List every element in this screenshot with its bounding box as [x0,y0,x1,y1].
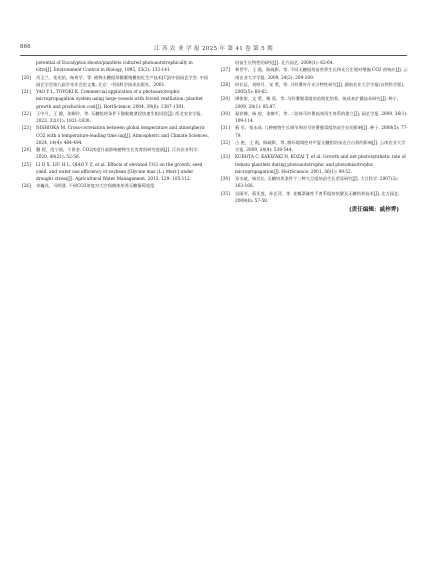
reference-number: [32] [221,140,230,146]
reference-text: 何长征，刘明月，宋 勇，等. 马铃薯叶片光合特性研究[J]. 湖南农业大学学报(自然科学版), 2005(5): 60-62. [235,82,405,95]
reference-number: [26] [22,184,31,190]
reference-number: [30] [221,111,230,117]
reference-item [221,191,409,206]
reference-item [22,125,210,147]
reference-item [22,111,210,126]
reference-text: 吴丽芳，蒋亚莲，孙艺萍，等. 花椰菜雄性不育系组培快繁及无糖培养技术[J]. 北方园艺, 2009(6): 57-58. [235,191,400,204]
reference-item [221,154,409,176]
reference-continuation: 培苗生长特性的研究[J]. 北方园艺, 2009(1): 62-64. [235,61,334,66]
reference-item [221,140,409,155]
reference-item [221,111,409,126]
reference-text: 燕 军，张永成. 几种植物生长调节剂对马铃薯脱毒组培苗生长的影响[J]. 种子, 2008(5): 77-79. [235,126,408,139]
reference-number: [31] [221,126,230,132]
reference-text: YAO Y L, TOYOKI K. Commercial application of a photoautotrophic micropropagation system using large vessels with forced ventilation: plantlet growth and production cost[J]. HortScience, 2004, 39(6): 1387-1391. [36,90,203,110]
reference-text: 王中月，王 健，张婀玲，等. 无糖组培条件下猕猴桃茎段快速生根试验[J]. 西北农业学报, 2023, 32(11): 1821-1830. [36,111,203,124]
reference-number: [21] [22,90,31,95]
page-number: 866 [20,44,31,50]
reference-item [22,147,210,162]
reference-text: 宋巍苏，马明建. 不同CO2浓度对大空间菌体培养无糖葡萄花组 [36,184,155,190]
reference-number: [24] [22,148,31,153]
reference-item [221,125,409,140]
reference-text: 肖玉兰，张光怡，杨育学，等. 植物无糖组培微繁殖模拟化生产技术[C]//中国园艺学会. 中国园艺学会第九届学术年会论文集. 北京：中国科学技术出版社，2001. [36,75,209,88]
reference-number: [27] [221,68,230,74]
reference-number: [28] [221,82,230,88]
reference-item [22,183,210,190]
reference-text: 和世平，王 霞，陈疏影，等. 不同无糖组培苗营养生长和光合生理对增施 CO2 的响应[J]. 云南农业大学学报, 2009, 24(2): 204-209. [235,68,408,81]
reference-text: KUBOTA C, KAKIZAKI N, KOZAI T, et al. Growth and net photosynthetic rate of tomato plantlets during photoautotrophic and photomixotrophic micropropagation[J]. HortScience, 2001, 36(1): 49-52. [235,155,406,175]
reference-item [22,89,210,111]
reference-number: [22] [22,111,31,117]
reference-text: 占 艳，王 霞，陈疏影，等. 微环境调控对平夏无糖组培苗光合自养的影响[J]. 云南农业大学学报, 2009, 24(4): 539-544. [235,140,406,153]
left-column [22,60,210,191]
reference-number: [23] [22,126,31,132]
reference-number: [33] [221,155,230,161]
reference-text: LI D X, LIU H L, QIAO Y Z, et al. Effects of elevated CO2 on the growth, seed yield, and water use efficiency of soybean [Glycine max (L.) Merr.] under drought stress[J]. Agricultural Water Management, 2013, 129: 105-112. [36,162,203,182]
reference-item [221,176,409,191]
reference-item [22,75,210,90]
reference-number: [34] [221,177,230,182]
reference-item [22,162,210,184]
reference-item [221,82,409,97]
right-column [221,60,409,214]
reference-continuation: potential of Eucalyptus shoots/plantlets cultured photoautotrophically in vitro[J]. Environment Control in Biology, 1995, 33(2): 133-141. [36,61,193,74]
responsible-editor: (责任编辑：戚梓霁) [349,207,399,213]
running-title: 江 苏 农 业 学 报 2025 年 第 41 卷 第 5 期 [154,46,273,52]
reference-number: [20] [22,75,31,81]
reference-text: 晁祥娜，杨 煜，金黎平，等. 二倍体马铃薯高效再生体系的建立[J]. 园艺学报, 2009, 36(1): 109-114. [235,111,408,124]
reference-text: 蒯 煜，范宁丽，于景金. CO2浓度升高影响植物生长发育的研究进展[J]. 江苏农业科学, 2020, 48(21): 52-56. [36,148,199,161]
reference-item [221,96,409,111]
reference-text: 谭体银，文 勇，梅 菊，等. 马铃薯脱毒组培苗简化培养，低成本扩繁技术研究[J]. 种子, 2009, 28(1): 85-87. [235,97,399,110]
reference-item [221,67,409,82]
header-rule [20,55,407,56]
reference-text: 邓水斌，杨其长. 无糖培养条件下三种大豆组培苗生长差异研究[J]. 大豆科学, 2007(2): 163-166. [235,177,399,190]
reference-text: NISHIOKA M. Cross-correlation between global temperature and atmospheric CO2 with a temperature-leading time lag[J]. Atmospheric and Climate Sciences, 2024, 14(4): 484-494. [36,126,209,146]
reference-number: [35] [221,191,230,197]
reference-number: [25] [22,162,31,168]
reference-number: [29] [221,97,230,103]
